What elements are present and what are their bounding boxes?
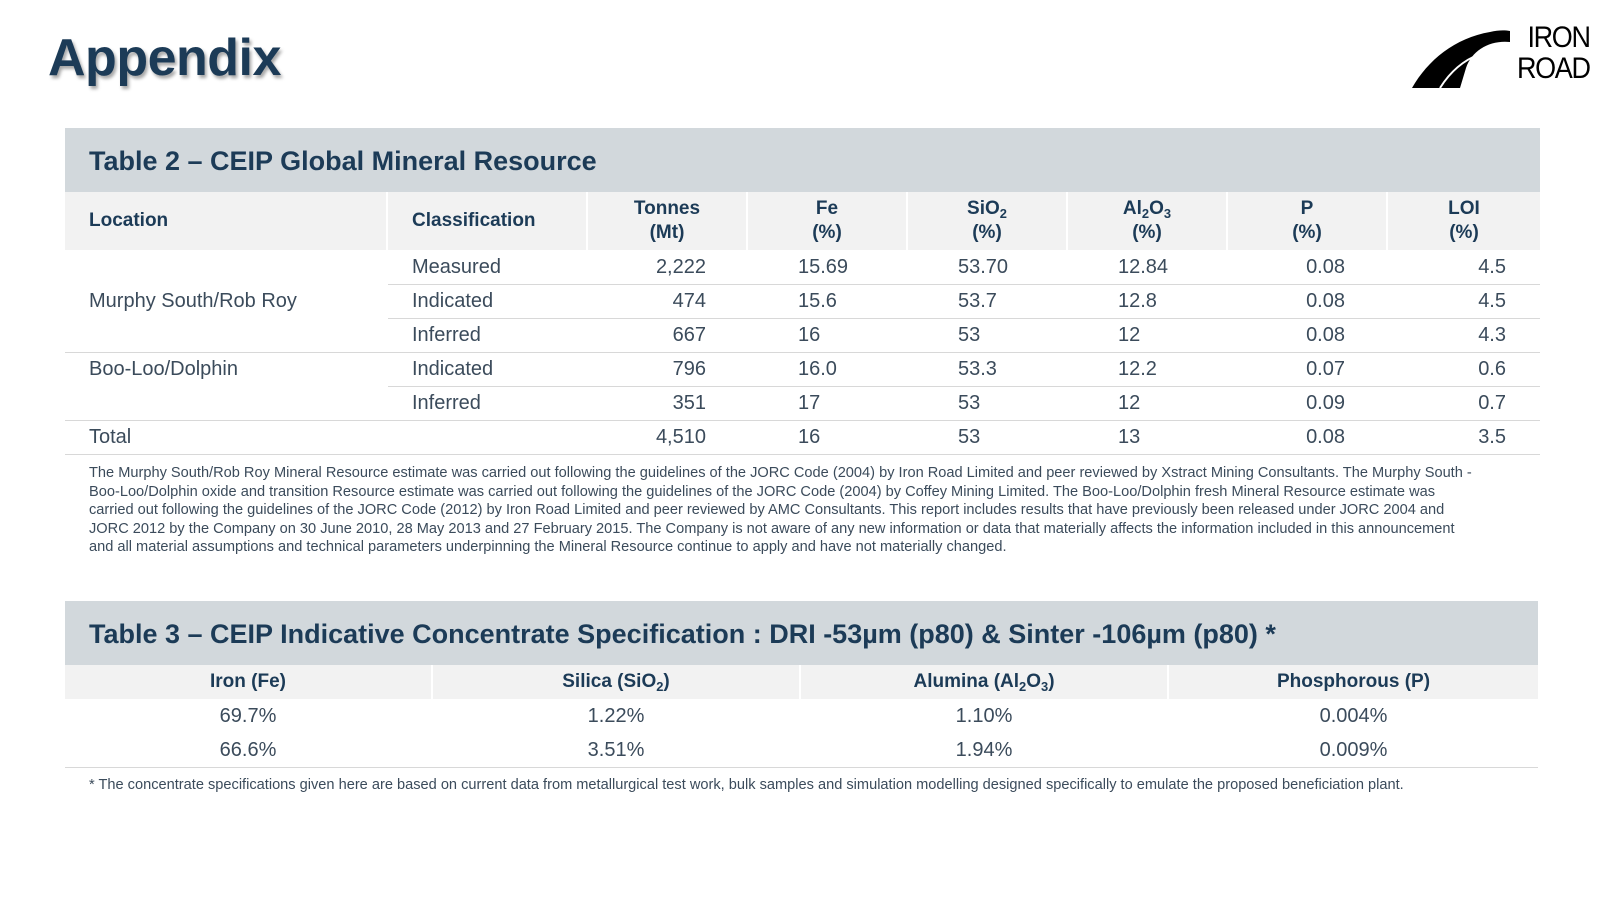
cell-fe: 15.6 [798,290,837,312]
table2-title-band [65,128,1540,192]
cell-p: 0.08 [1306,256,1345,278]
logo-line-2: ROAD [1516,52,1590,85]
table-row [65,352,1540,386]
cell-fe: 16.0 [798,358,837,380]
cell-al2o3: 12.2 [1118,358,1157,380]
cell-phosphorous: 0.004% [1319,705,1388,727]
cell-loi: 4.5 [1478,290,1506,312]
cell-tonnes: 796 [672,358,706,380]
cell-location: Total [89,426,132,448]
table-row [65,250,1540,284]
cell-tonnes: 4,510 [655,426,706,448]
cell-tonnes: 667 [672,324,706,346]
cell-sio2: 53 [958,392,981,414]
cell-p: 0.08 [1306,290,1345,312]
cell-p: 0.08 [1306,324,1345,346]
cell-classification: Inferred [412,324,481,346]
cell-location: Murphy South/Rob Roy [89,290,297,312]
logo-line-1: IRON [1527,21,1590,54]
table3-title-band [65,601,1538,665]
header-alumina: Alumina $(Al_2O_3)$ [801,665,1167,699]
cell-al2o3: 12 [1118,324,1141,346]
cell-fe: 17 [798,392,821,414]
row-divider [65,767,1538,768]
table2-column-headers [65,192,1540,250]
cell-silica: 3.51% [587,739,645,761]
cell-iron: 66.6% [219,739,277,761]
table-row [65,284,1540,318]
note-line: Boo-Loo/Dolphin oxide and transition Resource estimate was carried out following the guidelines of the JORC Code (2004) by Coffey Mining Limited. The Boo-Loo/Dolphin fresh Mineral Resource estimate was [89,483,1436,500]
header-silica: Silica (SiO$_2$) [433,665,799,699]
cell-loi: 0.7 [1478,392,1506,414]
cell-silica: 1.22% [587,705,645,727]
cell-classification: Indicated [412,290,494,312]
cell-location: Boo-Loo/Dolphin [89,358,238,380]
iron-road-logo [1410,20,1590,90]
cell-alumina: 1.94% [955,739,1013,761]
header-location: Location [65,192,386,250]
header-classification: Classification [388,192,586,250]
cell-iron: 69.7% [219,705,277,727]
row-divider [65,454,1540,455]
cell-loi: 0.6 [1478,358,1506,380]
table2-title: Table 2 – CEIP Global Mineral Resource [89,146,597,176]
table3-column-headers [65,665,1538,699]
cell-loi: 3.5 [1478,426,1506,448]
cell-sio2: 53 [958,324,981,346]
cell-fe: 16 [798,324,821,346]
cell-sio2: 53 [958,426,981,448]
cell-loi: 4.5 [1478,256,1506,278]
cell-p: 0.08 [1306,426,1345,448]
header-p: P (%) [1228,192,1386,250]
table3-note: * The concentrate specifications given here are based on current data from metallurgical test work, bulk samples and simulation modelling designed specifically to emulate the proposed beneficiation plant. [89,777,1404,793]
note-line: and all material assumptions and technical parameters underpinning the Mineral Resource continue to apply and have not materially changed. [89,539,1007,556]
note-line: carried out following the guidelines of the JORC Code (2012) by Iron Road Limited and peer reviewed by AMC Consultants. This report includes results that have previously been released under JORC 2004 and [89,502,1445,519]
header-al2o3: $Al_2O_3$ (%) [1068,192,1226,250]
header-fe: Fe (%) [748,192,906,250]
cell-tonnes: 474 [672,290,706,312]
cell-p: 0.07 [1306,358,1345,380]
cell-fe: 15.69 [798,256,849,278]
header-sio2: SiO$_2$ (%) [908,192,1066,250]
cell-p: 0.09 [1306,392,1345,414]
table2-note [89,464,1529,557]
header-tonnes: Tonnes (Mt) [588,192,746,250]
cell-al2o3: 12 [1118,392,1141,414]
cell-loi: 4.3 [1478,324,1506,346]
cell-alumina: 1.10% [955,705,1013,727]
note-line: The Murphy South/Rob Roy Mineral Resource estimate was carried out following the guidelines of the JORC Code (2004) by Iron Road Limited and peer reviewed by Xstract Mining Consultants. The Murphy South - [89,465,1472,481]
header-loi: LOI (%) [1388,192,1540,250]
cell-classification: Indicated [412,358,494,380]
cell-tonnes: 351 [672,392,706,414]
cell-phosphorous: 0.009% [1319,739,1388,761]
table-row-total [65,420,1540,454]
cell-al2o3: 12.8 [1118,290,1157,312]
table-row [65,733,1538,767]
header-phosphorous: Phosphorous (P) [1169,665,1538,699]
header-iron: Iron (Fe) [65,665,431,699]
cell-al2o3: 13 [1118,426,1141,448]
note-line: JORC 2012 by the Company on 30 June 2010, 28 May 2013 and 27 February 2015. The Company is not aware of any new information or data that materially affects the information included in this announcement [89,520,1455,537]
table-row [65,699,1538,733]
cell-fe: 16 [798,426,821,448]
cell-sio2: 53.7 [958,290,997,312]
cell-sio2: 53.70 [958,256,1009,278]
road-swoosh-icon [1410,20,1510,90]
table3-title: Table 3 – CEIP Indicative Concentrate Specification : DRI -53µm (p80) & Sinter -106µm (p80) * [89,619,1276,649]
table-row [65,386,1540,420]
cell-sio2: 53.3 [958,358,997,380]
cell-al2o3: 12.84 [1118,256,1169,278]
table-row [65,318,1540,352]
page-title: Appendix [48,29,281,87]
cell-classification: Measured [412,256,501,278]
cell-tonnes: 2,222 [655,256,706,278]
cell-classification: Inferred [412,392,481,414]
